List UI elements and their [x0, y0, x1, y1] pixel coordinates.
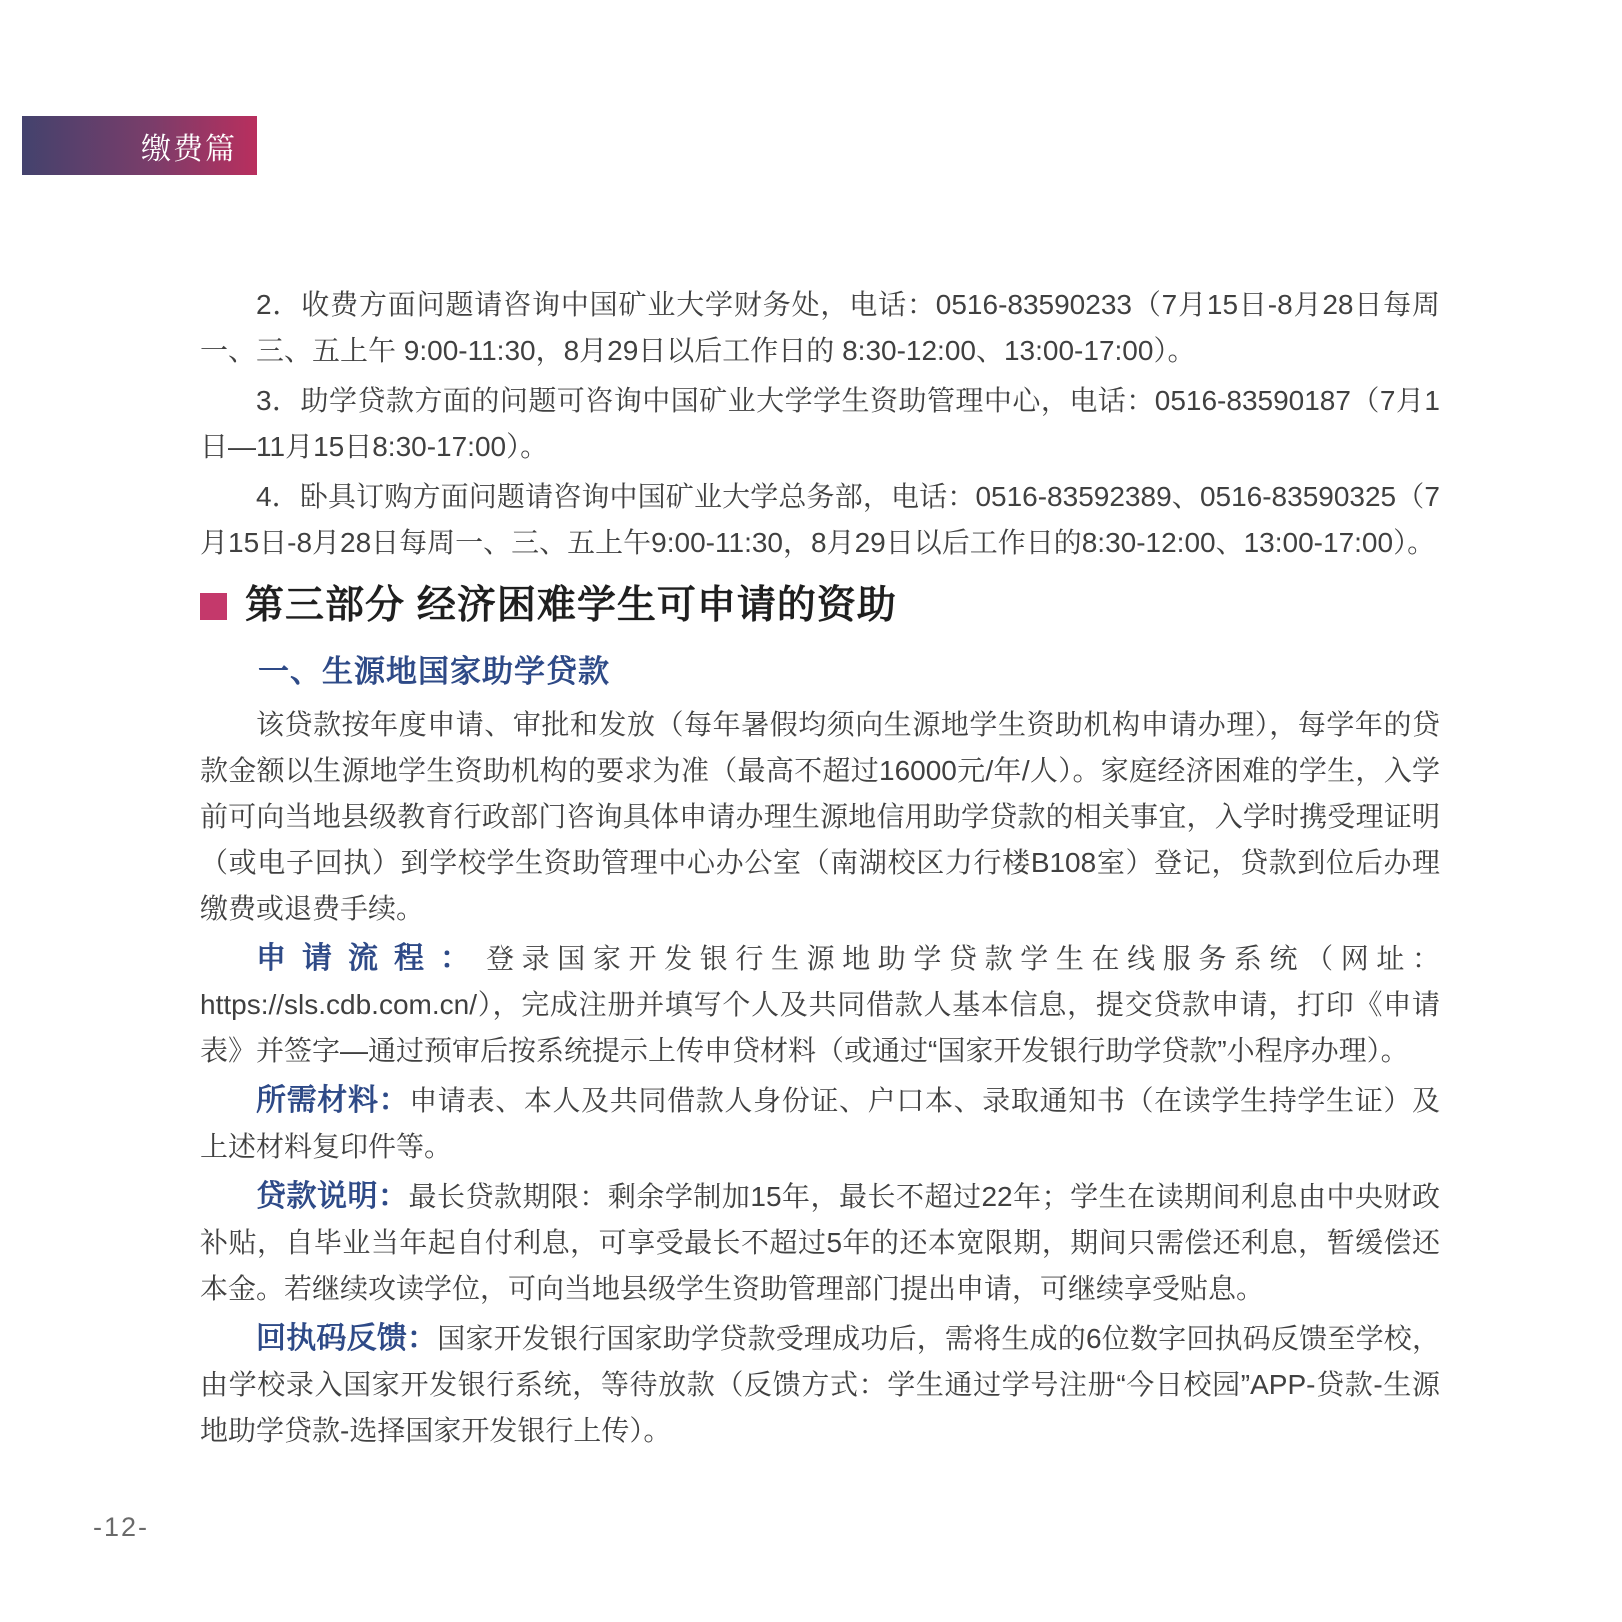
section-bullet-icon [200, 593, 227, 620]
paragraph-loan-terms [200, 1174, 1440, 1312]
contact-paragraph-fees: 2．收费方面问题请咨询中国矿业大学财务处，电话：0516-83590233（7月15日-8月28日每周一、三、五上午 9:00-11:30，8月29日以后工作日的 8:30-12:00、13:00-17:00）。 [200, 289, 1440, 366]
paragraph-required-materials [200, 1078, 1440, 1170]
required-materials-label: 所需材料： [256, 1084, 410, 1117]
apply-process-label: 申请流程： [256, 942, 487, 975]
section-title: 第三部分 经济困难学生可申请的资助 [245, 584, 897, 627]
page-number: -12- [93, 1512, 150, 1542]
contact-paragraph-loan: 3．助学贷款方面的问题可咨询中国矿业大学学生资助管理中心，电话：0516-83590187（7月1日—11月15日8:30-17:00）。 [200, 385, 1440, 462]
section-heading [200, 578, 1440, 634]
paragraph-apply-process [200, 936, 1440, 1074]
loan-terms-text: 最长贷款期限：剩余学制加15年，最长不超过22年；学生在读期间利息由中央财政补贴，自毕业当年起自付利息，可享受最长不超过5年的还本宽限期，期间只需偿还利息，暂缓偿还本金。若继续攻读学位，可向当地县级学生资助管理部门提出申请，可继续享受贴息。 [200, 1181, 1441, 1304]
paragraph-receipt-code [200, 1316, 1440, 1454]
apply-process-text: 登录国家开发银行生源地助学贷款学生在线服务系统（网址：https://sls.cdb.com.cn/），完成注册并填写个人及共同借款人基本信息，提交贷款申请，打印《申请表》并签字—通过预审后按系统提示上传申贷材料（或通过“国家开发银行助学贷款”小程序办理）。 [200, 943, 1440, 1066]
required-materials-text: 申请表、本人及共同借款人身份证、户口本、录取通知书（在读学生持学生证）及上述材料复印件等。 [200, 1085, 1440, 1162]
loan-intro-paragraph: 该贷款按年度申请、审批和发放（每年暑假均须向生源地学生资助机构申请办理），每学年的贷款金额以生源地学生资助机构的要求为准（最高不超过16000元/年/人）。家庭经济困难的学生，入学前可向当地县级教育行政部门咨询具体申请办理生源地信用助学贷款的相关事宜，入学时携受理证明（或电子回执）到学校学生资助管理中心办公室（南湖校区力行楼B108室）登记，贷款到位后办理缴费或退费手续。 [200, 709, 1440, 924]
loan-terms-label: 贷款说明： [256, 1180, 409, 1213]
contact-paragraph-bedding: 4．卧具订购方面问题请咨询中国矿业大学总务部，电话：0516-83592389、0516-83590325（7月15日-8月28日每周一、三、五上午9:00-11:30，8月29日以后工作日的8:30-12:00、13:00-17:00）。 [200, 481, 1440, 558]
chapter-badge [22, 116, 257, 175]
chapter-badge-label: 缴费篇 [141, 132, 237, 166]
receipt-code-text: 国家开发银行国家助学贷款受理成功后，需将生成的6位数字回执码反馈至学校，由学校录入国家开发银行系统，等待放款（反馈方式：学生通过学号注册“今日校园”APP-贷款-生源地助学贷款-选择国家开发银行上传）。 [200, 1323, 1441, 1446]
subsection-heading: 一、生源地国家助学贷款 [258, 654, 610, 689]
receipt-code-label: 回执码反馈： [256, 1322, 438, 1355]
page-content [200, 282, 1440, 1458]
